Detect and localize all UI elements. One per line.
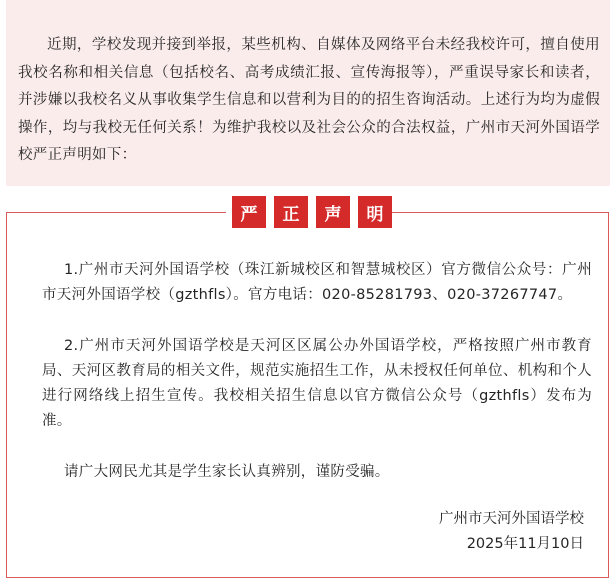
title-char-3: 声 bbox=[316, 196, 350, 228]
declaration-paragraph-1: 1.广州市天河外国语学校（珠江新城校区和智慧城校区）官方微信公众号：广州市天河外国语学校（gzthfls）。官方电话：020-85281793、020-37267747。 bbox=[42, 262, 592, 303]
declaration-body bbox=[42, 258, 592, 485]
intro-block bbox=[6, 0, 610, 186]
title-char-4: 明 bbox=[358, 196, 392, 228]
frame-top-left-line bbox=[6, 212, 226, 213]
title-char-1: 严 bbox=[232, 196, 266, 228]
declaration-title bbox=[232, 196, 392, 228]
declaration-paragraph-2: 2.广州市天河外国语学校是天河区区属公办外国语学校，严格按照广州市教育局、天河区教育局的相关文件，规范实施招生工作，从未授权任何单位、机构和个人进行网络线上招生宣传。我校相关招生信息以官方微信公众号（gzthfls）发布为准。 bbox=[42, 338, 592, 429]
frame-top-right-line bbox=[390, 212, 609, 213]
signature-date: 2025年11月10日 bbox=[466, 536, 584, 552]
declaration-paragraph-3: 请广大网民尤其是学生家长认真辨别，谨防受骗。 bbox=[64, 464, 390, 480]
intro-paragraph: 近期，学校发现并接到举报，某些机构、自媒体及网络平台未经我校许可，擅自使用我校名称和相关信息（包括校名、高考成绩汇报、宣传海报等），严重误导家长和读者，并涉嫌以我校名义从事收集学生信息和以营利为目的的招生咨询活动。上述行为均为虚假操作，均与我校无任何关系！为维护我校以及社会公众的合法权益，广州市天河外国语学校严正声明如下： bbox=[18, 37, 600, 163]
signature-block bbox=[439, 508, 584, 556]
signature-school: 广州市天河外国语学校 bbox=[439, 511, 584, 527]
title-char-2: 正 bbox=[274, 196, 308, 228]
